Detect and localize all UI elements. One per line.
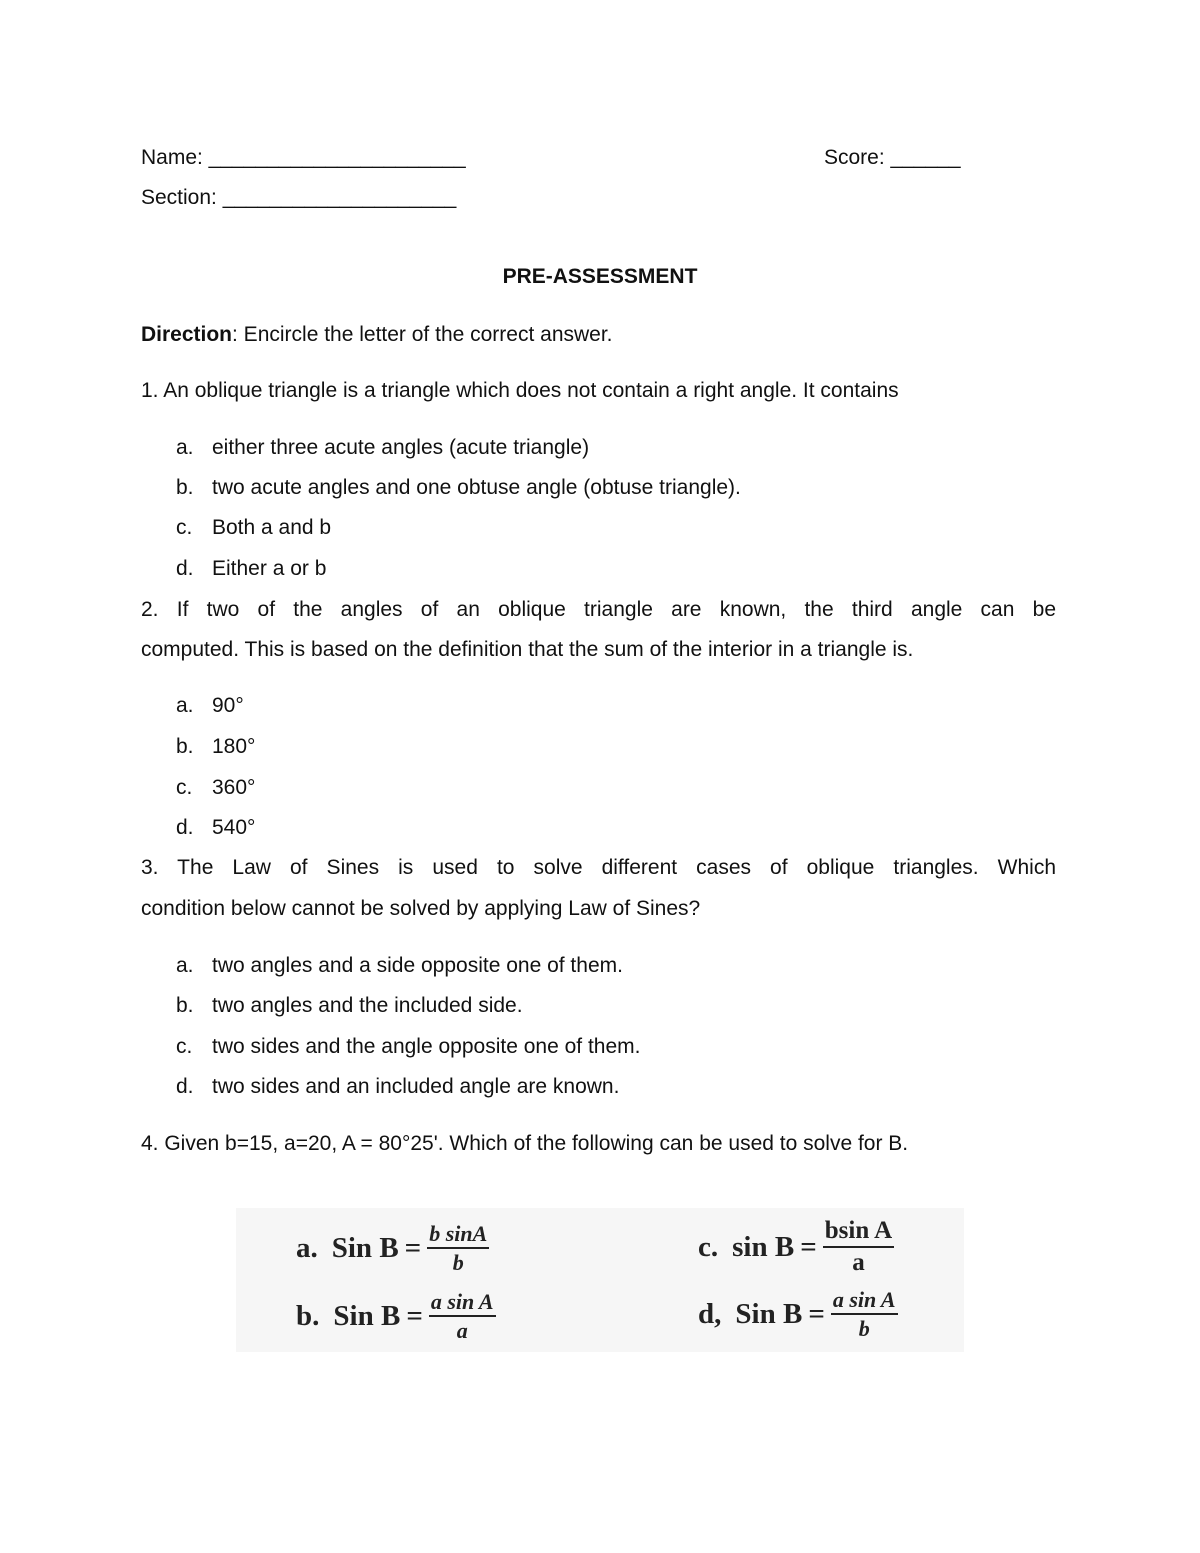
option-text: 90° <box>212 694 244 717</box>
formula-lhs: Sin B <box>333 1299 401 1332</box>
equals-sign: = <box>800 1230 817 1263</box>
fraction <box>823 1218 894 1277</box>
q4-option-b[interactable] <box>296 1290 496 1342</box>
option-text: 540° <box>212 816 256 839</box>
numerator: a sin A <box>832 1287 896 1312</box>
q2-option-c[interactable] <box>176 777 255 798</box>
question-4-stem: 4. Given b=15, a=20, A = 80°25'. Which of the following can be used to solve for B. <box>141 1132 909 1155</box>
fraction <box>429 1290 496 1342</box>
option-letter: a. <box>176 954 194 977</box>
fraction <box>427 1222 489 1274</box>
denominator: a <box>456 1318 468 1344</box>
equals-sign: = <box>404 1231 422 1264</box>
option-letter: b. <box>176 994 194 1017</box>
direction-text: : Encircle the letter of the correct answer. <box>232 323 613 346</box>
formula-image <box>236 1208 964 1352</box>
option-letter: d. <box>176 557 194 580</box>
q1-option-c[interactable] <box>176 517 331 538</box>
question-3-stem-line-1: 3. The Law of Sines is used to solve different cases of oblique triangles. Which <box>141 856 1056 879</box>
option-text: Both a and b <box>212 516 332 539</box>
fraction-bar <box>427 1247 489 1249</box>
q4-option-c[interactable] <box>698 1218 894 1277</box>
numerator: b sinA <box>429 1221 488 1246</box>
option-letter: c. <box>176 1035 193 1058</box>
option-letter: a. <box>296 1231 318 1264</box>
option-letter: c. <box>176 516 193 539</box>
formula-lhs: Sin B <box>331 1231 399 1264</box>
q1-option-d[interactable] <box>176 558 326 579</box>
fraction-bar <box>831 1313 898 1315</box>
option-letter: c. <box>176 776 193 799</box>
q1-option-b[interactable] <box>176 477 741 498</box>
option-letter: d. <box>176 816 194 839</box>
option-text: two angles and a side opposite one of them. <box>212 954 623 977</box>
denominator: b <box>452 1250 464 1276</box>
q4-option-a[interactable] <box>296 1222 489 1274</box>
question-2-stem-line-1: 2. If two of the angles of an oblique triangle are known, the third angle can be <box>141 598 1056 621</box>
option-letter: b. <box>296 1299 320 1332</box>
option-letter: c. <box>698 1230 719 1263</box>
q4-option-d[interactable] <box>698 1288 898 1340</box>
option-text: 180° <box>212 735 256 758</box>
numerator: a sin A <box>430 1289 494 1314</box>
direction <box>141 324 613 345</box>
q2-option-b[interactable] <box>176 736 255 757</box>
name-field: Name: ______________________ <box>141 146 466 169</box>
option-text: two sides and an included angle are known. <box>212 1075 620 1098</box>
option-letter: d, <box>698 1297 722 1330</box>
page-title: PRE-ASSESSMENT <box>502 265 698 288</box>
q3-option-a[interactable] <box>176 955 623 976</box>
q1-option-a[interactable] <box>176 437 589 458</box>
option-text: two acute angles and one obtuse angle (obtuse triangle). <box>212 476 741 499</box>
formula-lhs: sin B <box>732 1230 795 1263</box>
q2-option-d[interactable] <box>176 817 255 838</box>
question-2-stem-line-2: computed. This is based on the definition that the sum of the interior in a triangle is. <box>141 638 914 661</box>
q2-option-a[interactable] <box>176 695 244 716</box>
option-text: 360° <box>212 776 256 799</box>
q3-option-d[interactable] <box>176 1076 619 1097</box>
option-letter: b. <box>176 476 194 499</box>
question-3-stem-line-2: condition below cannot be solved by applying Law of Sines? <box>141 897 701 920</box>
option-letter: a. <box>176 694 194 717</box>
formula-lhs: Sin B <box>735 1297 803 1330</box>
q3-option-b[interactable] <box>176 995 523 1016</box>
score-field: Score: ______ <box>824 146 961 169</box>
fraction-bar <box>823 1246 894 1248</box>
option-text: Either a or b <box>212 557 327 580</box>
q3-option-c[interactable] <box>176 1036 640 1057</box>
numerator: bsin A <box>824 1217 893 1244</box>
option-letter: d. <box>176 1075 194 1098</box>
direction-label: Direction <box>141 323 233 346</box>
option-letter: b. <box>176 735 194 758</box>
equals-sign: = <box>406 1299 423 1332</box>
denominator: a <box>852 1249 865 1277</box>
denominator: b <box>858 1316 870 1342</box>
equals-sign: = <box>808 1297 825 1330</box>
option-letter: a. <box>176 436 194 459</box>
option-text: two sides and the angle opposite one of them. <box>212 1035 641 1058</box>
option-text: two angles and the included side. <box>212 994 523 1017</box>
section-field: Section: ____________________ <box>141 186 457 209</box>
fraction <box>831 1288 898 1340</box>
option-text: either three acute angles (acute triangle) <box>212 436 590 459</box>
question-1-stem: 1. An oblique triangle is a triangle which does not contain a right angle. It contains <box>141 379 899 402</box>
fraction-bar <box>429 1315 496 1317</box>
